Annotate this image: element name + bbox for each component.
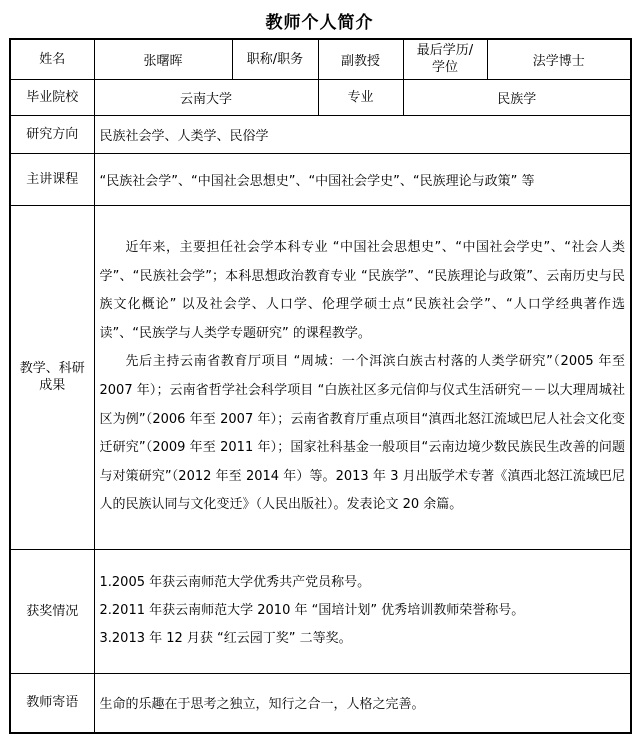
page-title: 教师个人简介 bbox=[265, 13, 374, 33]
position-label: 职称/职务 bbox=[232, 39, 318, 79]
row-achievements bbox=[10, 205, 631, 549]
row-motto bbox=[10, 673, 631, 733]
degree-label-line1: 最后学历/ bbox=[416, 43, 474, 59]
degree-value: 法学博士 bbox=[487, 39, 631, 79]
achievements-value bbox=[94, 205, 631, 549]
major-label: 专业 bbox=[318, 79, 403, 115]
awards-value bbox=[94, 549, 631, 673]
award-item-1: 1.2005 年获云南师范大学优秀共产党员称号。 bbox=[99, 575, 371, 590]
achievements-paragraph-1: 近年来，主要担任社会学本科专业 “中国社会思想史”、“中国社会学史”、“社会人类学”、“民族社会学”；本科思想政治教育专业 “民族学”、“民族理论与政策”、云南历史与民族文化概论” 以及社会学、人口学、伦理学硕士点“民族社会学”、“人口学经典著作选读”、“民族学与人类学专题研究” 的课程教学。 bbox=[99, 240, 625, 341]
motto-value: 生命的乐趣在于思考之独立，知行之合一，人格之完善。 bbox=[94, 673, 631, 733]
name-label: 姓名 bbox=[10, 39, 94, 79]
degree-label-line2: 学位 bbox=[431, 60, 458, 76]
major-value: 民族学 bbox=[403, 79, 631, 115]
courses-label: 主讲课程 bbox=[10, 153, 94, 205]
row-education bbox=[10, 79, 631, 115]
teacher-profile-table bbox=[9, 38, 632, 734]
research-label: 研究方向 bbox=[10, 115, 94, 153]
research-value: 民族社会学、人类学、民俗学 bbox=[94, 115, 631, 153]
awards-label: 获奖情况 bbox=[10, 549, 94, 673]
motto-label: 教师寄语 bbox=[10, 673, 94, 733]
award-item-3: 3.2013 年 12 月获 “红云园丁奖” 二等奖。 bbox=[99, 631, 352, 646]
school-label: 毕业院校 bbox=[10, 79, 94, 115]
name-value: 张曙晖 bbox=[94, 39, 232, 79]
achievements-label: 教学、科研成果 bbox=[10, 205, 94, 549]
row-awards bbox=[10, 549, 631, 673]
row-research-direction bbox=[10, 115, 631, 153]
position-value: 副教授 bbox=[318, 39, 403, 79]
achievements-paragraph-2: 先后主持云南省教育厅项目 “周城：一个洱滨白族古村落的人类学研究”（2005 年至 2007 年）；云南省哲学社会科学项目 “白族社区多元信仰与仪式生活研究－－以大理周城社区为例”（2006 年至 2007 年）；云南省教育厅重点项目“滇西北怒江流域巴尼人社会文化变迁研究”（2009 年至 2011 年）；国家社科基金一般项目“云南边境少数民族民生改善的问题与对策研究”（2012 年至 2014 年）等。2013 年 3 月出版学术专著《滇西北怒江流域巴尼人的民族认同与文化变迁》（人民出版社）。发表论文 20 余篇。 bbox=[99, 354, 625, 513]
degree-label bbox=[403, 39, 487, 79]
courses-value: “民族社会学”、“中国社会思想史”、“中国社会学史”、“民族理论与政策” 等 bbox=[94, 153, 631, 205]
school-value: 云南大学 bbox=[94, 79, 318, 115]
row-courses bbox=[10, 153, 631, 205]
award-item-2: 2.2011 年获云南师范大学 2010 年 “国培计划” 优秀培训教师荣誉称号。 bbox=[99, 603, 525, 618]
row-basic-info bbox=[10, 39, 631, 79]
